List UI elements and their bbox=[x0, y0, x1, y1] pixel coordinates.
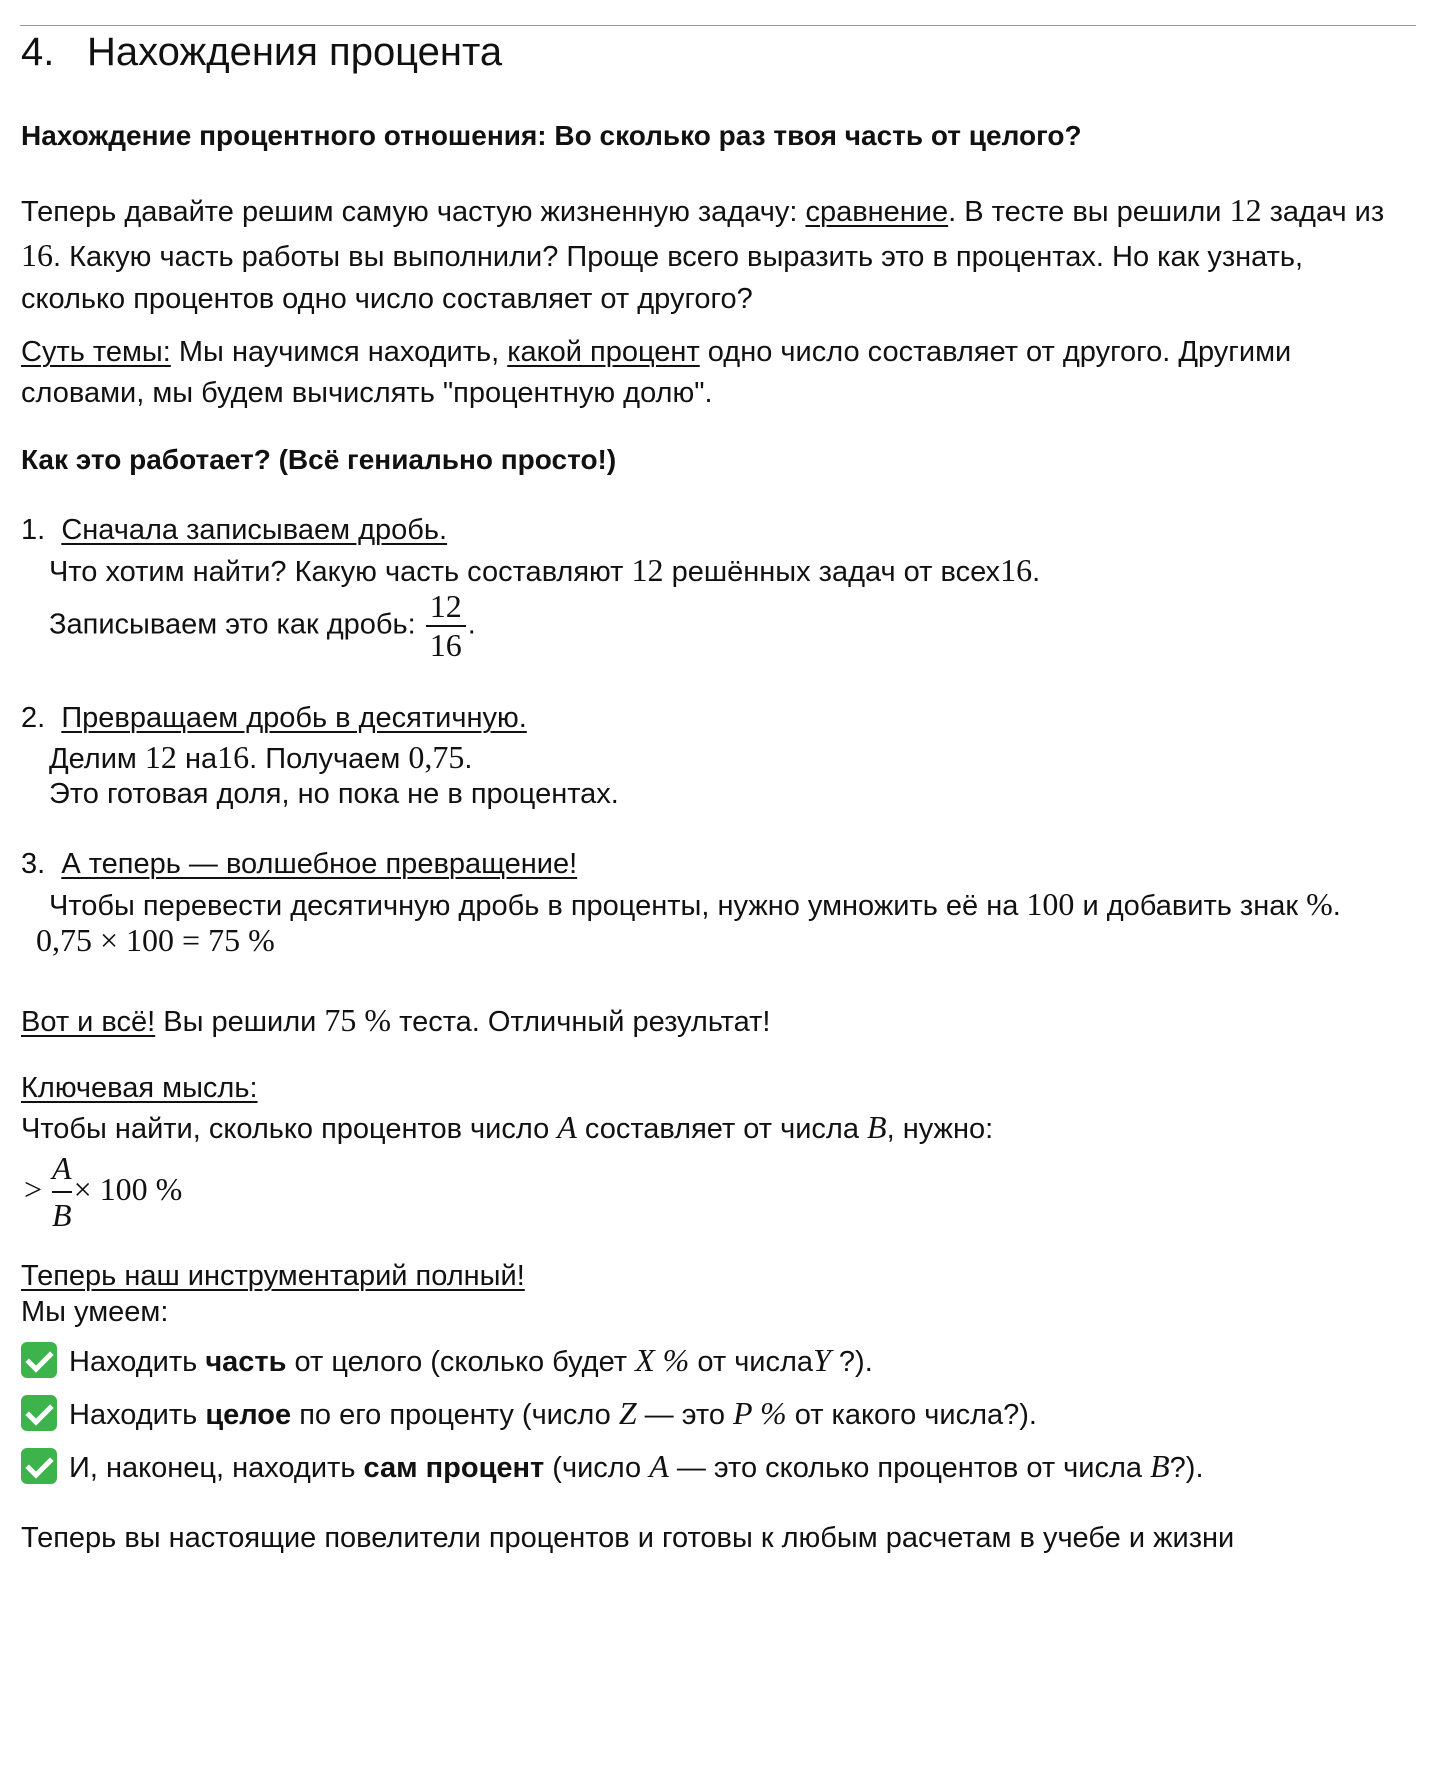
check-mark-icon bbox=[21, 1342, 57, 1378]
step-1-title: 1. Сначала записываем дробь. bbox=[21, 514, 448, 546]
which-percent-link[interactable]: какой процент bbox=[507, 336, 700, 368]
step-2-division: Делим 12 на16. Получаем 0,75. bbox=[49, 739, 473, 775]
step-3-explanation: Чтобы перевести десятичную дробь в проценты, нужно умножить её на 100 и добавить знак %. bbox=[49, 886, 1341, 922]
toolkit-item-2: Находить целое по его проценту (число Z — это P % от какого числа?). bbox=[21, 1391, 1420, 1436]
intro-line-1: Теперь давайте решим самую частую жизненную задачу: сравнение. В тесте вы решили 12 задач из bbox=[21, 192, 1385, 228]
step-1-question: Что хотим найти? Какую часть составляют 12 решённых задач от всех16. bbox=[49, 552, 1041, 588]
key-thought-label: Ключевая мысль: bbox=[21, 1072, 258, 1104]
top-divider bbox=[20, 25, 1416, 26]
check-mark-icon bbox=[21, 1395, 57, 1431]
that-is-all-link[interactable]: Вот и всё! bbox=[21, 1006, 156, 1038]
toolkit-item-3: И, наконец, находить сам процент (число A — это сколько процентов от числа B?). bbox=[21, 1444, 1420, 1489]
step-3-formula: 0,75 × 100 = 75 % bbox=[36, 922, 275, 958]
fraction-a-over-b: $\frac{A}{B}$ bbox=[52, 1146, 72, 1239]
essence-paragraph: Суть темы: Мы научимся находить, какой процент одно число составляет от другого. Другими словами, мы будем вычислять "процентную долю". bbox=[21, 336, 1292, 410]
essence-label: Суть темы: bbox=[21, 336, 171, 368]
intro-line-3: сколько процентов одно число составляет от другого? bbox=[21, 282, 753, 315]
section-title: Нахождения процента bbox=[87, 30, 503, 74]
key-formula: > $\frac{A}{B}$ × 100 % bbox=[24, 1146, 1420, 1239]
toolkit-subtitle: Мы умеем: bbox=[21, 1296, 169, 1328]
result-line: Вот и всё! Вы решили 75 % теста. Отличный результат! bbox=[21, 1002, 771, 1038]
check-mark-icon bbox=[21, 1448, 57, 1484]
step-1-fraction-line: Записываем это как дробь: $\frac{12}{16}$ . bbox=[49, 588, 476, 663]
intro-line-2: 16. Какую часть работы вы выполнили? Проще всего выразить это в процентах. Но как узнать, bbox=[21, 237, 1304, 274]
key-thought-text: Чтобы найти, сколько процентов число A составляет от числа B, нужно: bbox=[21, 1109, 994, 1145]
step-2-note: Это готовая доля, но пока не в процентах. bbox=[49, 778, 619, 810]
toolkit-title: Теперь наш инструментарий полный! bbox=[21, 1260, 525, 1292]
final-sentence: Теперь вы настоящие повелители процентов и готовы к любым расчетам в учебе и жизни bbox=[21, 1522, 1235, 1554]
how-it-works-title: Как это работает? (Всё гениально просто!) bbox=[21, 444, 617, 475]
fraction-12-16: $\frac{12}{16}$ bbox=[426, 588, 466, 664]
step-2-title: 2. Превращаем дробь в десятичную. bbox=[21, 702, 527, 734]
intro-paragraph bbox=[21, 188, 1420, 320]
subtitle: Нахождение процентного отношения: Во сколько раз твоя часть от целого? bbox=[21, 120, 1082, 151]
step-3-title: 3. А теперь — волшебное превращение! bbox=[21, 848, 578, 880]
section-heading bbox=[21, 28, 1420, 76]
comparison-link[interactable]: сравнение bbox=[805, 196, 949, 228]
toolkit-item-1: Находить часть от целого (сколько будет X % от числаY ?). bbox=[21, 1338, 1420, 1383]
section-number: 4. bbox=[21, 30, 55, 74]
